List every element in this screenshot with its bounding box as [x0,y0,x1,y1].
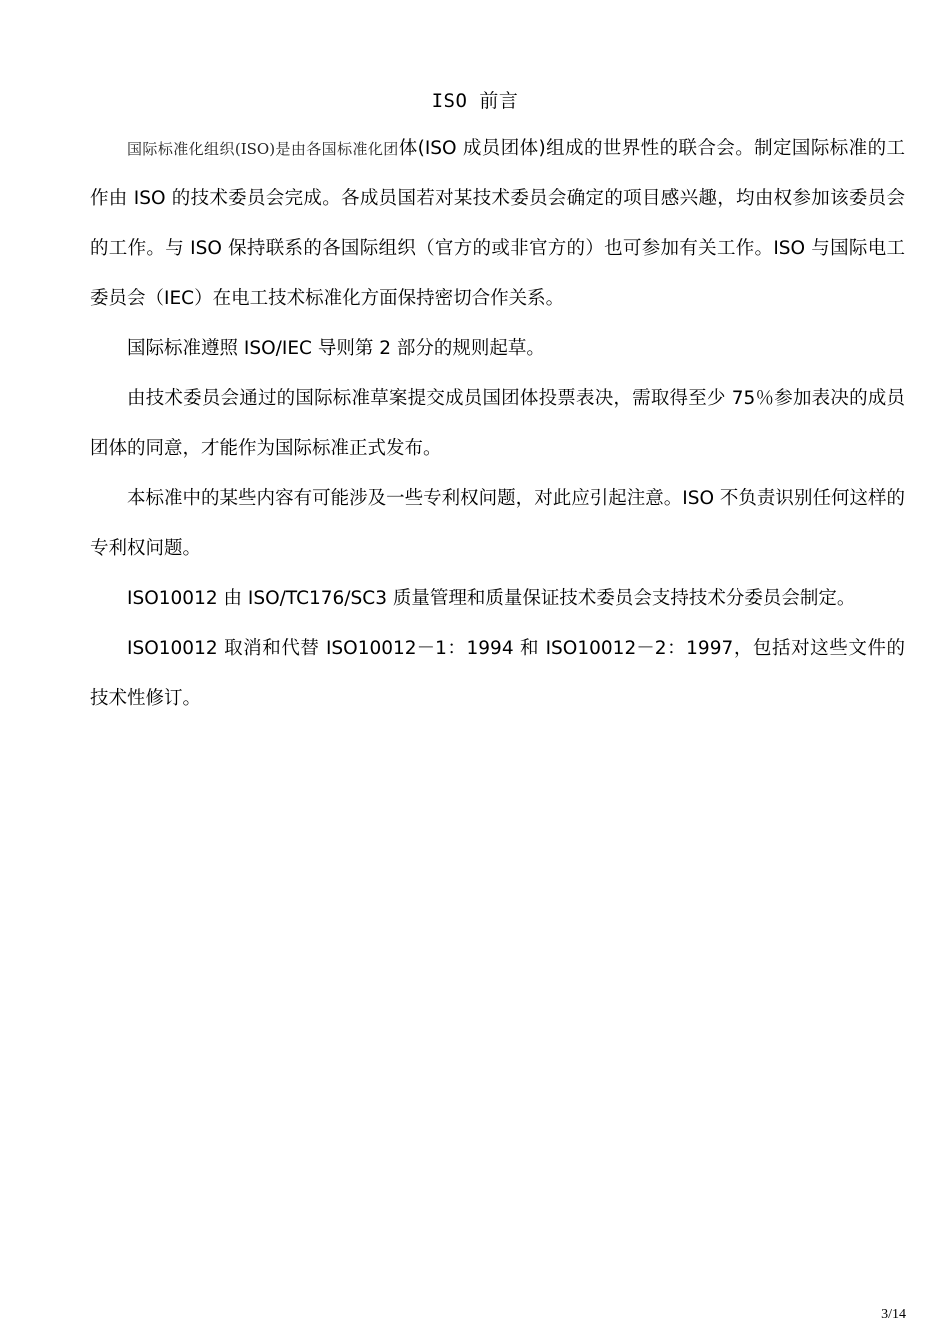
document-body [90,124,905,724]
paragraph-text: 体(ISO 成员团体)组成的世界性的联合会。制定国际标准的工作由 ISO 的技术委员会完成。各成员国若对某技术委员会确定的项目感兴趣，均由权参加该委员会的工作。与 ISO 保持联系的各国际组织（官方的或非官方的）也可参加有关工作。ISO 与国际电工委员会（IEC）在电工技术标准化方面保持密切合作关系。 [90,138,905,309]
paragraph-replacement: ISO10012 取消和代替 ISO10012－1：1994 和 ISO10012－2：1997，包括对这些文件的技术性修订。 [90,638,905,709]
paragraph-patent-notice: 本标准中的某些内容有可能涉及一些专利权问题，对此应引起注意。ISO 不负责识别任何这样的专利权问题。 [90,488,905,559]
paragraph-committee: ISO10012 由 ISO/TC176/SC3 质量管理和质量保证技术委员会支持技术分委员会制定。 [127,588,856,609]
paragraph-iso-intro [90,124,905,324]
paragraph-voting: 由技术委员会通过的国际标准草案提交成员国团体投票表决，需取得至少 75％参加表决的成员团体的同意，才能作为国际标准正式发布。 [90,388,905,459]
page-title: ISO 前言 [431,90,519,112]
paragraph-drafting-rules: 国际标准遵照 ISO/IEC 导则第 2 部分的规则起草。 [127,338,545,359]
page-number: 3/14 [881,1307,906,1322]
paragraph-lead-text: 国际标准化组织(ISO)是由各国标准化团 [127,140,399,158]
